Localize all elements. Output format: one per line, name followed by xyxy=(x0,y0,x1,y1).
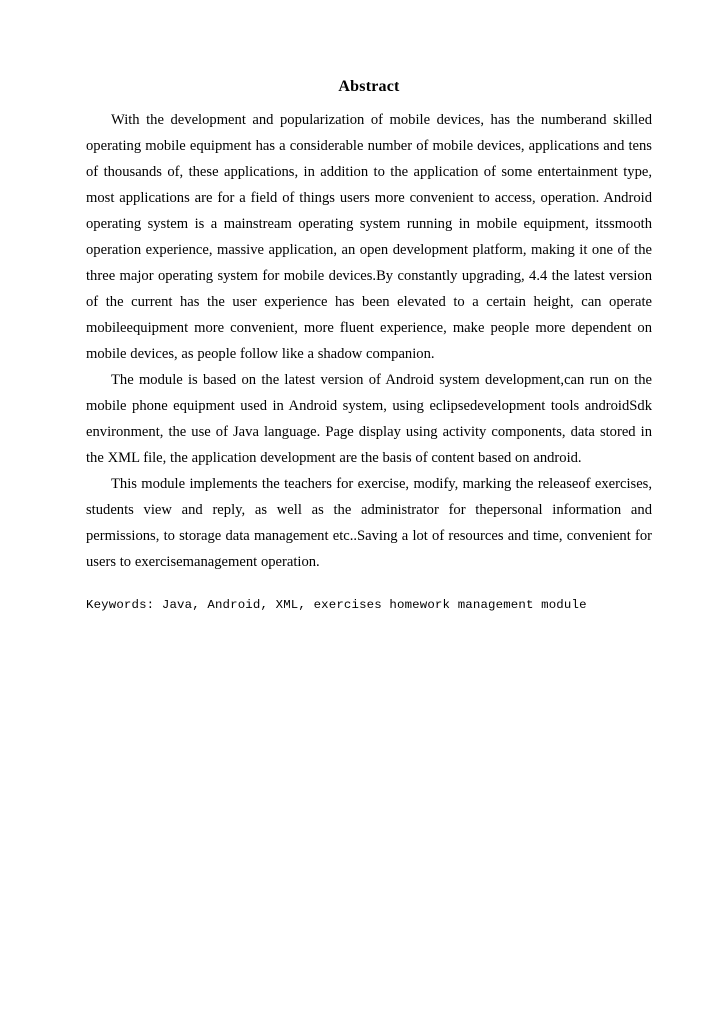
keywords-line: Keywords: Java, Android, XML, exercises homework management module xyxy=(86,598,587,612)
abstract-paragraph-3: This module implements the teachers for exercise, modify, marking the releaseof exercises, students view and reply, as well as the administrator for thepersonal information and permissions, to storage data management etc..Saving a lot of resources and time, convenient for users to exercisemanagement operation. xyxy=(86,476,652,570)
abstract-paragraph-1: With the development and popularization of mobile devices, has the numberand skilled operating mobile equipment has a considerable number of mobile devices, applications and tens of thousands of, these applications, in addition to the application of some entertainment type, most applications are for a field of things users more convenient to access, operation. Android operating system is a mainstream operating system running in mobile equipment, itssmooth operation experience, massive application, an open development platform, making it one of the three major operating system for mobile devices.By constantly upgrading, 4.4 the latest version of the current has the user experience has been elevated to a certain height, can operate mobileequipment more convenient, more fluent experience, make people more dependent on mobile devices, as people follow like a shadow companion. xyxy=(86,112,652,362)
abstract-paragraph-2: The module is based on the latest version of Android system development,can run on the mobile phone equipment used in Android system, using eclipsedevelopment tools androidSdk environment, the use of Java language. Page display using activity components, data stored in the XML file, the application development are the basis of content based on android. xyxy=(86,372,652,466)
abstract-section xyxy=(86,74,652,618)
page-title: Abstract xyxy=(338,78,400,95)
